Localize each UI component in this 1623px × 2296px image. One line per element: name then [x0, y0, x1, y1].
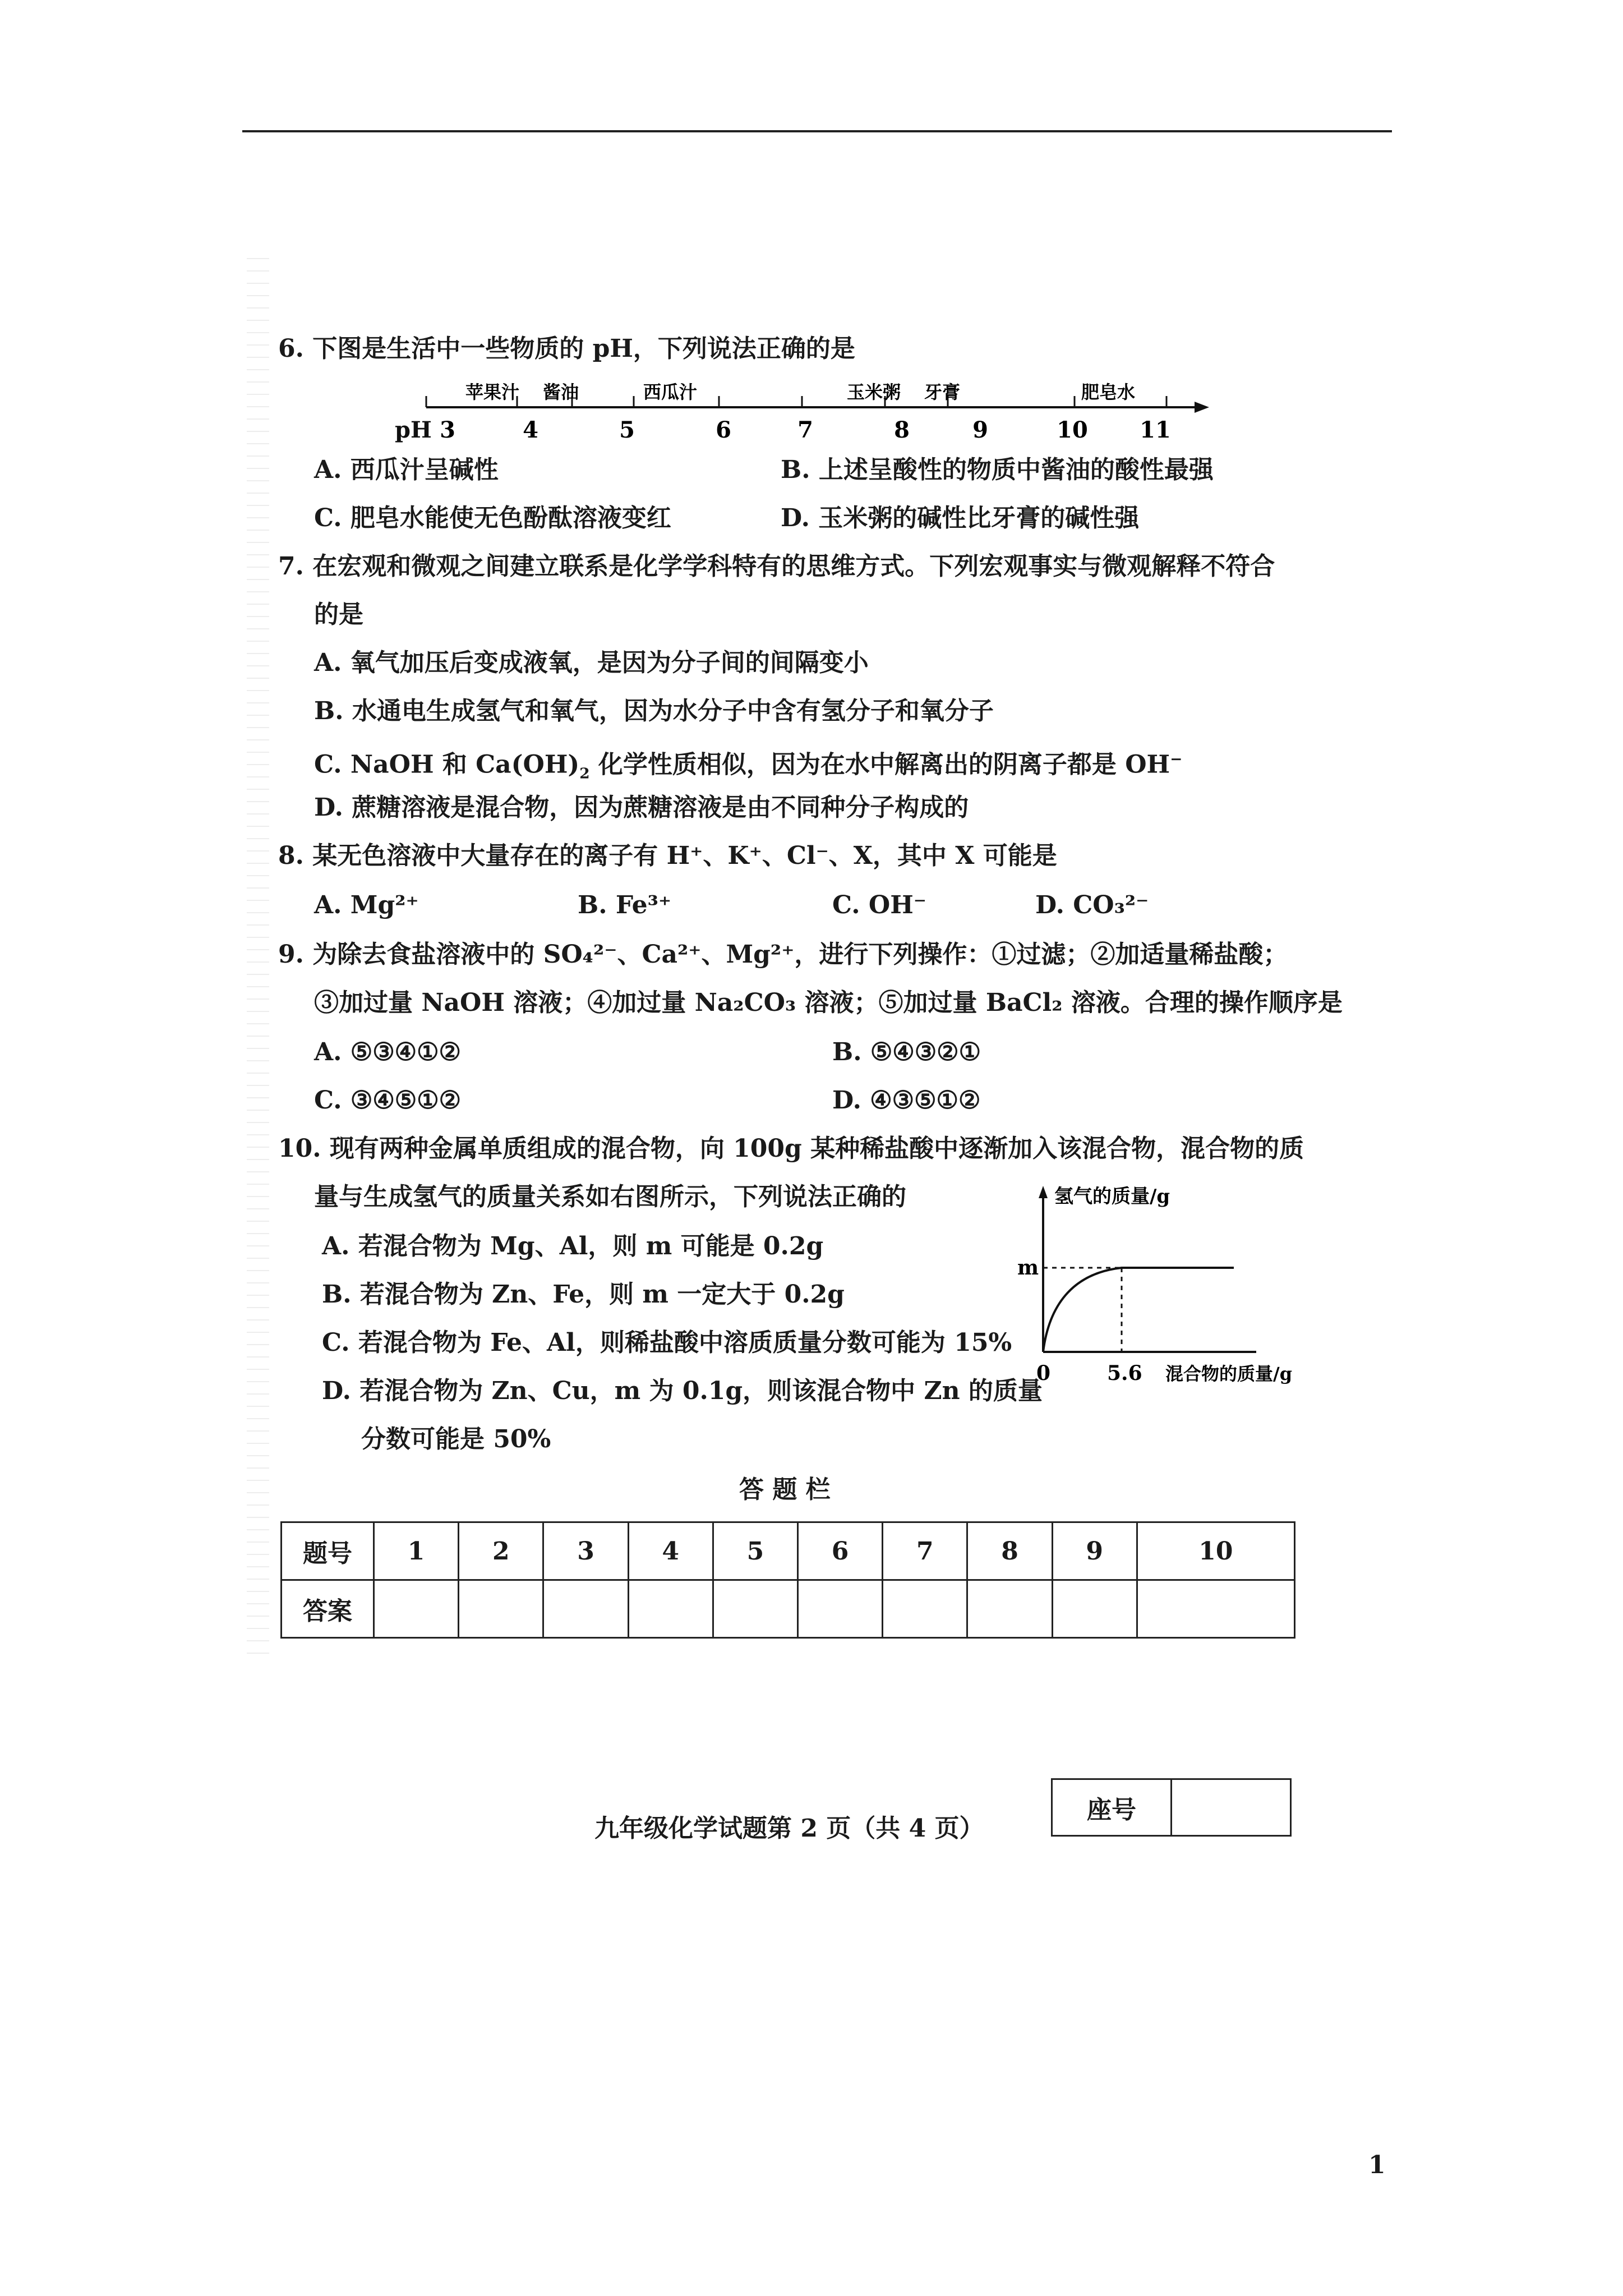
question-number-cell: 3 [543, 1522, 628, 1580]
ph-tick-label: 6 [716, 417, 731, 443]
graph-y-arrow [1039, 1186, 1048, 1198]
q9-option-c: C. ③④⑤①② [314, 1086, 462, 1115]
q6-option-a: A. 西瓜汁呈碱性 [314, 455, 499, 484]
answer-cell[interactable] [798, 1580, 883, 1638]
page-number: 1 [1368, 2151, 1386, 2179]
ph-substance-label: 酱油 [542, 381, 579, 403]
ph-substance-label: 玉米粥 [846, 381, 901, 403]
ph-tick-label: 7 [797, 417, 813, 443]
question-number-cell: 2 [459, 1522, 543, 1580]
answer-cell[interactable] [883, 1580, 967, 1638]
ph-label: pH [395, 417, 432, 443]
q10-option-d-line1: D. 若混合物为 Zn、Cu，m 为 0.1g，则该混合物中 Zn 的质量 [322, 1377, 1043, 1405]
ph-substance-label: 西瓜汁 [643, 381, 698, 403]
q9-option-a: A. ⑤③④①② [314, 1038, 462, 1066]
question-number-cell: 1 [374, 1522, 459, 1580]
q10-option-d-line2: 分数可能是 50% [361, 1425, 551, 1453]
q8-option-c: C. OH⁻ [832, 891, 927, 919]
page-footer: 九年级化学试题第 2 页（共 4 页） [594, 1814, 984, 1843]
q9-stem-line1: 9. 为除去食盐溶液中的 SO₄²⁻、Ca²⁺、Mg²⁺，进行下列操作：①过滤；②加适量稀盐酸； [278, 940, 1288, 969]
answer-cell[interactable] [543, 1580, 628, 1638]
answer-cell[interactable] [459, 1580, 543, 1638]
ph-tick-label: 8 [894, 417, 910, 443]
question-number-cell: 4 [628, 1522, 713, 1580]
q7-c-sup: − [1170, 751, 1183, 768]
seat-number-field[interactable] [1172, 1779, 1291, 1836]
number-row-label: 题号 [282, 1522, 374, 1580]
q10-graph [1009, 1184, 1324, 1386]
question-number-cell: 10 [1137, 1522, 1294, 1580]
ph-tick-label: 5 [619, 417, 635, 443]
q7-option-c [314, 743, 1182, 790]
ph-scale [387, 376, 1211, 443]
answer-table [280, 1521, 1295, 1639]
q7-c-post: 化学性质相似，因为在水中解离出的阴离子都是 OH [589, 750, 1170, 779]
ph-substance-label: 肥皂水 [1081, 381, 1136, 403]
q9-option-d: D. ④③⑤①② [832, 1086, 981, 1115]
answer-table-number-row [282, 1522, 1295, 1580]
q7-stem-line1: 7. 在宏观和微观之间建立联系是化学学科特有的思维方式。下列宏观事实与微观解释不符合 [278, 552, 1275, 581]
ph-tick-label: 10 [1057, 417, 1088, 443]
answer-table-answer-row [282, 1580, 1295, 1638]
scan-noise [247, 258, 269, 1660]
graph-m-label: m [1017, 1256, 1039, 1280]
q8-option-a: A. Mg²⁺ [314, 891, 419, 919]
graph-origin: 0 [1036, 1361, 1051, 1385]
q7-option-a: A. 氧气加压后变成液氧，是因为分子间的间隔变小 [314, 648, 869, 677]
graph-curve [1043, 1268, 1234, 1352]
ph-substance-label: 牙膏 [924, 381, 961, 403]
q10-option-a: A. 若混合物为 Mg、Al，则 m 可能是 0.2g [322, 1232, 824, 1260]
q10-stem-line2: 量与生成氢气的质量关系如右图所示，下列说法正确的 [314, 1182, 906, 1211]
ph-substance-label: 苹果汁 [465, 381, 520, 403]
q10-option-b: B. 若混合物为 Zn、Fe，则 m 一定大于 0.2g [322, 1280, 845, 1309]
q8-stem: 8. 某无色溶液中大量存在的离子有 H⁺、K⁺、Cl⁻、X，其中 X 可能是 [278, 841, 1057, 870]
graph-ylabel: 氢气的质量/g [1054, 1185, 1170, 1208]
answer-row-label: 答案 [282, 1580, 374, 1638]
q7-option-b: B. 水通电生成氢气和氧气，因为水分子中含有氢分子和氧分子 [314, 697, 994, 725]
answer-cell[interactable] [374, 1580, 459, 1638]
q10-option-c: C. 若混合物为 Fe、Al，则稀盐酸中溶质质量分数可能为 15% [322, 1328, 1012, 1357]
answer-table-title: 答 题 栏 [739, 1475, 831, 1504]
q8-option-d: D. CO₃²⁻ [1035, 891, 1149, 919]
question-number-cell: 5 [713, 1522, 797, 1580]
ph-tick-label: 11 [1140, 417, 1171, 443]
q6-stem: 6. 下图是生活中一些物质的 pH，下列说法正确的是 [278, 334, 855, 363]
ph-axis-arrow [1195, 402, 1209, 413]
seat-number-box [1051, 1778, 1292, 1837]
q6-option-b: B. 上述呈酸性的物质中酱油的酸性最强 [781, 455, 1214, 484]
graph-xlabel: 混合物的质量/g [1165, 1363, 1293, 1384]
question-number-cell: 8 [967, 1522, 1052, 1580]
answer-cell[interactable] [1137, 1580, 1294, 1638]
seat-label: 座号 [1052, 1779, 1172, 1836]
q9-stem-line2: ③加过量 NaOH 溶液；④加过量 Na₂CO₃ 溶液；⑤加过量 BaCl₂ 溶液。合理的操作顺序是 [314, 988, 1343, 1017]
q10-stem-line1: 10. 现有两种金属单质组成的混合物，向 100g 某种稀盐酸中逐渐加入该混合物，混合物的质 [278, 1134, 1304, 1163]
question-number-cell: 9 [1052, 1522, 1137, 1580]
q6-option-c: C. 肥皂水能使无色酚酞溶液变红 [314, 504, 671, 532]
question-number-cell: 6 [798, 1522, 883, 1580]
q7-c-sub: 2 [579, 765, 590, 783]
q6-option-d: D. 玉米粥的碱性比牙膏的碱性强 [781, 504, 1140, 532]
answer-cell[interactable] [1052, 1580, 1137, 1638]
ph-tick-label: 4 [523, 417, 538, 443]
answer-cell[interactable] [713, 1580, 797, 1638]
ph-tick-label: 9 [972, 417, 988, 443]
q7-option-d: D. 蔗糖溶液是混合物，因为蔗糖溶液是由不同种分子构成的 [314, 793, 969, 822]
graph-x-mark: 5.6 [1107, 1361, 1142, 1385]
q7-stem-line2: 的是 [314, 600, 363, 629]
q7-c-pre: C. NaOH 和 Ca(OH) [314, 750, 580, 779]
q9-option-b: B. ⑤④③②① [832, 1038, 981, 1066]
ph-tick-label: 3 [440, 417, 455, 443]
question-number-cell: 7 [883, 1522, 967, 1580]
answer-cell[interactable] [967, 1580, 1052, 1638]
answer-cell[interactable] [628, 1580, 713, 1638]
q8-option-b: B. Fe³⁺ [578, 891, 672, 919]
header-rule [242, 130, 1392, 132]
